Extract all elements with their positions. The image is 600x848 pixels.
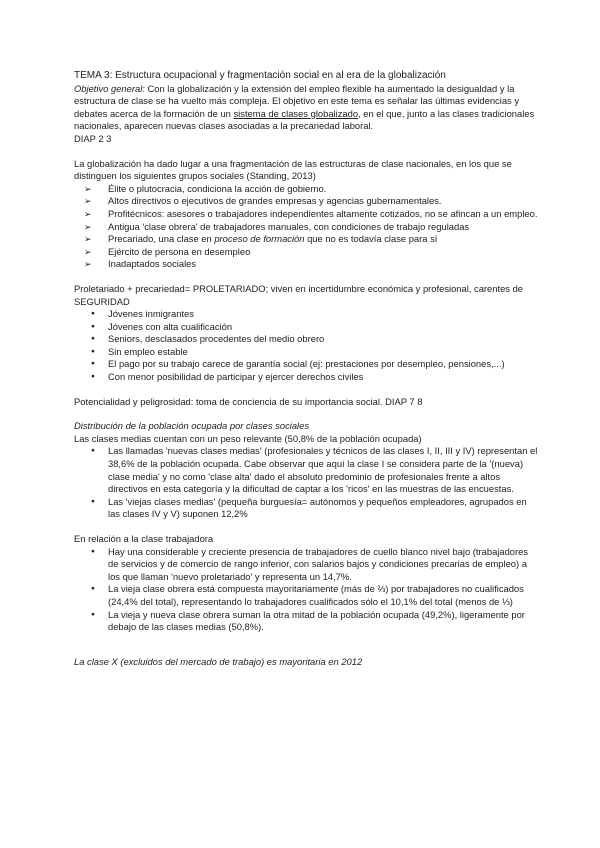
precariado-text-after: que no es todavía clase para sí <box>304 233 438 245</box>
list-item: ● La vieja y nueva clase obrera suman la otra mitad de la población ocupada (49,2%), ligeramente por debajo de las clases medias (50,8%). <box>74 609 540 634</box>
distribucion-list <box>74 445 540 521</box>
groups-section <box>74 158 540 271</box>
list-item-precariado <box>74 233 540 246</box>
list-item: ● Sin empleo estable <box>74 346 540 359</box>
list-item: ➢ Altos directivos o ejecutivos de grandes empresas y agencias gubernamentales. <box>74 195 540 208</box>
potencialidad-text: Potencialidad y peligrosidad: toma de conciencia de su importancia social. DIAP 7 8 <box>74 395 423 407</box>
list-item: ● Las llamadas 'nuevas clases medias' (profesionales y técnicos de las clases I, II, III y IV) representan el 38,6% de la población ocupada. Cabe observar que aquí la clase I se considera parte de la '(nueva) clase media' y no como 'clase alta' dado el absoluto predominio de profesionales frente a altos directivos en esta categoría y la dificultad de captar a los 'ricos' en las muestras de las encuestas. <box>74 445 540 495</box>
list-item: ➢ Antigua 'clase obrera' de trabajadores manuales, con condiciones de trabajo reguladas <box>74 221 540 234</box>
groups-intro: La globalización ha dado lugar a una fragmentación de las estructuras de clase nacionales, en los que se distinguen los siguientes grupos sociales (Standing, 2013) <box>74 157 512 182</box>
distribucion-section <box>74 420 540 521</box>
groups-list <box>74 183 540 271</box>
distribucion-intro: Las clases medias cuentan con un peso relevante (50,8% de la población ocupada) <box>74 432 422 444</box>
list-item: ➢ Profitécnicos: asesores o trabajadores independientes altamente cotizados, no se afincan a un empleo. <box>74 208 540 221</box>
clase-x-section <box>74 656 540 669</box>
precariado-text: Precariado, una clase en <box>108 233 215 245</box>
trabajadora-intro: En relación a la clase trabajadora <box>74 533 214 544</box>
list-item: ➢ Ejército de persona en desempleo <box>74 246 540 259</box>
trabajadora-list <box>74 546 540 634</box>
list-item: ● Con menor posibilidad de participar y ejercer derechos civiles <box>74 371 540 384</box>
objective-underlined-term: sistema de clases globalizado <box>233 107 359 119</box>
objective-label: Objetivo general: <box>74 82 145 94</box>
potencialidad-section <box>74 396 540 409</box>
objective-text-after: , en el que, junto a las clases tradicionales nacionales, aparecen nuevas clases asociadas a la precariedad laboral. <box>74 107 535 132</box>
objective-paragraph <box>74 83 540 133</box>
list-item: ● Seniors, desclasados procedentes del medio obrero <box>74 333 540 346</box>
precariado-italic: proceso de formación <box>214 233 305 245</box>
list-item: ● Jóvenes inmigrantes <box>74 308 540 321</box>
proletariado-intro: Proletariado + precariedad= PROLETARIADO; viven en incertidumbre económica y profesional, carentes de SEGURIDAD <box>74 282 524 307</box>
list-item: ● Las 'viejas clases medias' (pequeña burguesía= autónomos y pequeños empleadores, agrupados en las clases IV y V) suponen 12,2% <box>74 496 540 521</box>
list-item: ➢ Élite o plutocracia, condiciona la acción de gobierno. <box>74 183 540 196</box>
list-item: ● Jóvenes con alta cualificación <box>74 321 540 334</box>
proletariado-list <box>74 308 540 384</box>
document-title: TEMA 3: Estructura ocupacional y fragmentación social en al era de la globalización <box>74 70 446 81</box>
objective-text-before: Con la globalización y la extensión del empleo flexible ha aumentado la desigualdad y la estructura de clase se ha vuelto más compleja. El objetivo en este tema es señalar las últimas evidencias y debates acerca de la formación de un <box>74 82 520 119</box>
list-item: ➢ Inadaptados sociales <box>74 258 540 271</box>
list-item: ● La vieja clase obrera está compuesta mayoritariamente (más de ⅔) por trabajadores no cualificados (24,4% del total), representando lo trabajadores cualificados sólo el 10,1% del total (menos de ⅓) <box>74 583 540 608</box>
objective-diap: DIAP 2 3 <box>74 132 112 144</box>
distribucion-heading: Distribución de la población ocupada por clases sociales <box>74 420 310 432</box>
trabajadora-section <box>74 533 540 634</box>
proletariado-section <box>74 283 540 384</box>
clase-x-text: La clase X (excluidos del mercado de trabajo) es mayoritaria en 2012 <box>74 655 363 667</box>
list-item: ● El pago por su trabajo carece de garantía social (ej: prestaciones por desempleo, pensiones,...) <box>74 358 540 371</box>
list-item: ● Hay una considerable y creciente presencia de trabajadores de cuello blanco nivel bajo (trabajadores de servicios y de comercio de rango inferior, con salarios bajos y condiciones precarias de empleo) a los que llaman 'nuevo proletariado' y representa un 14,7%. <box>74 546 540 584</box>
